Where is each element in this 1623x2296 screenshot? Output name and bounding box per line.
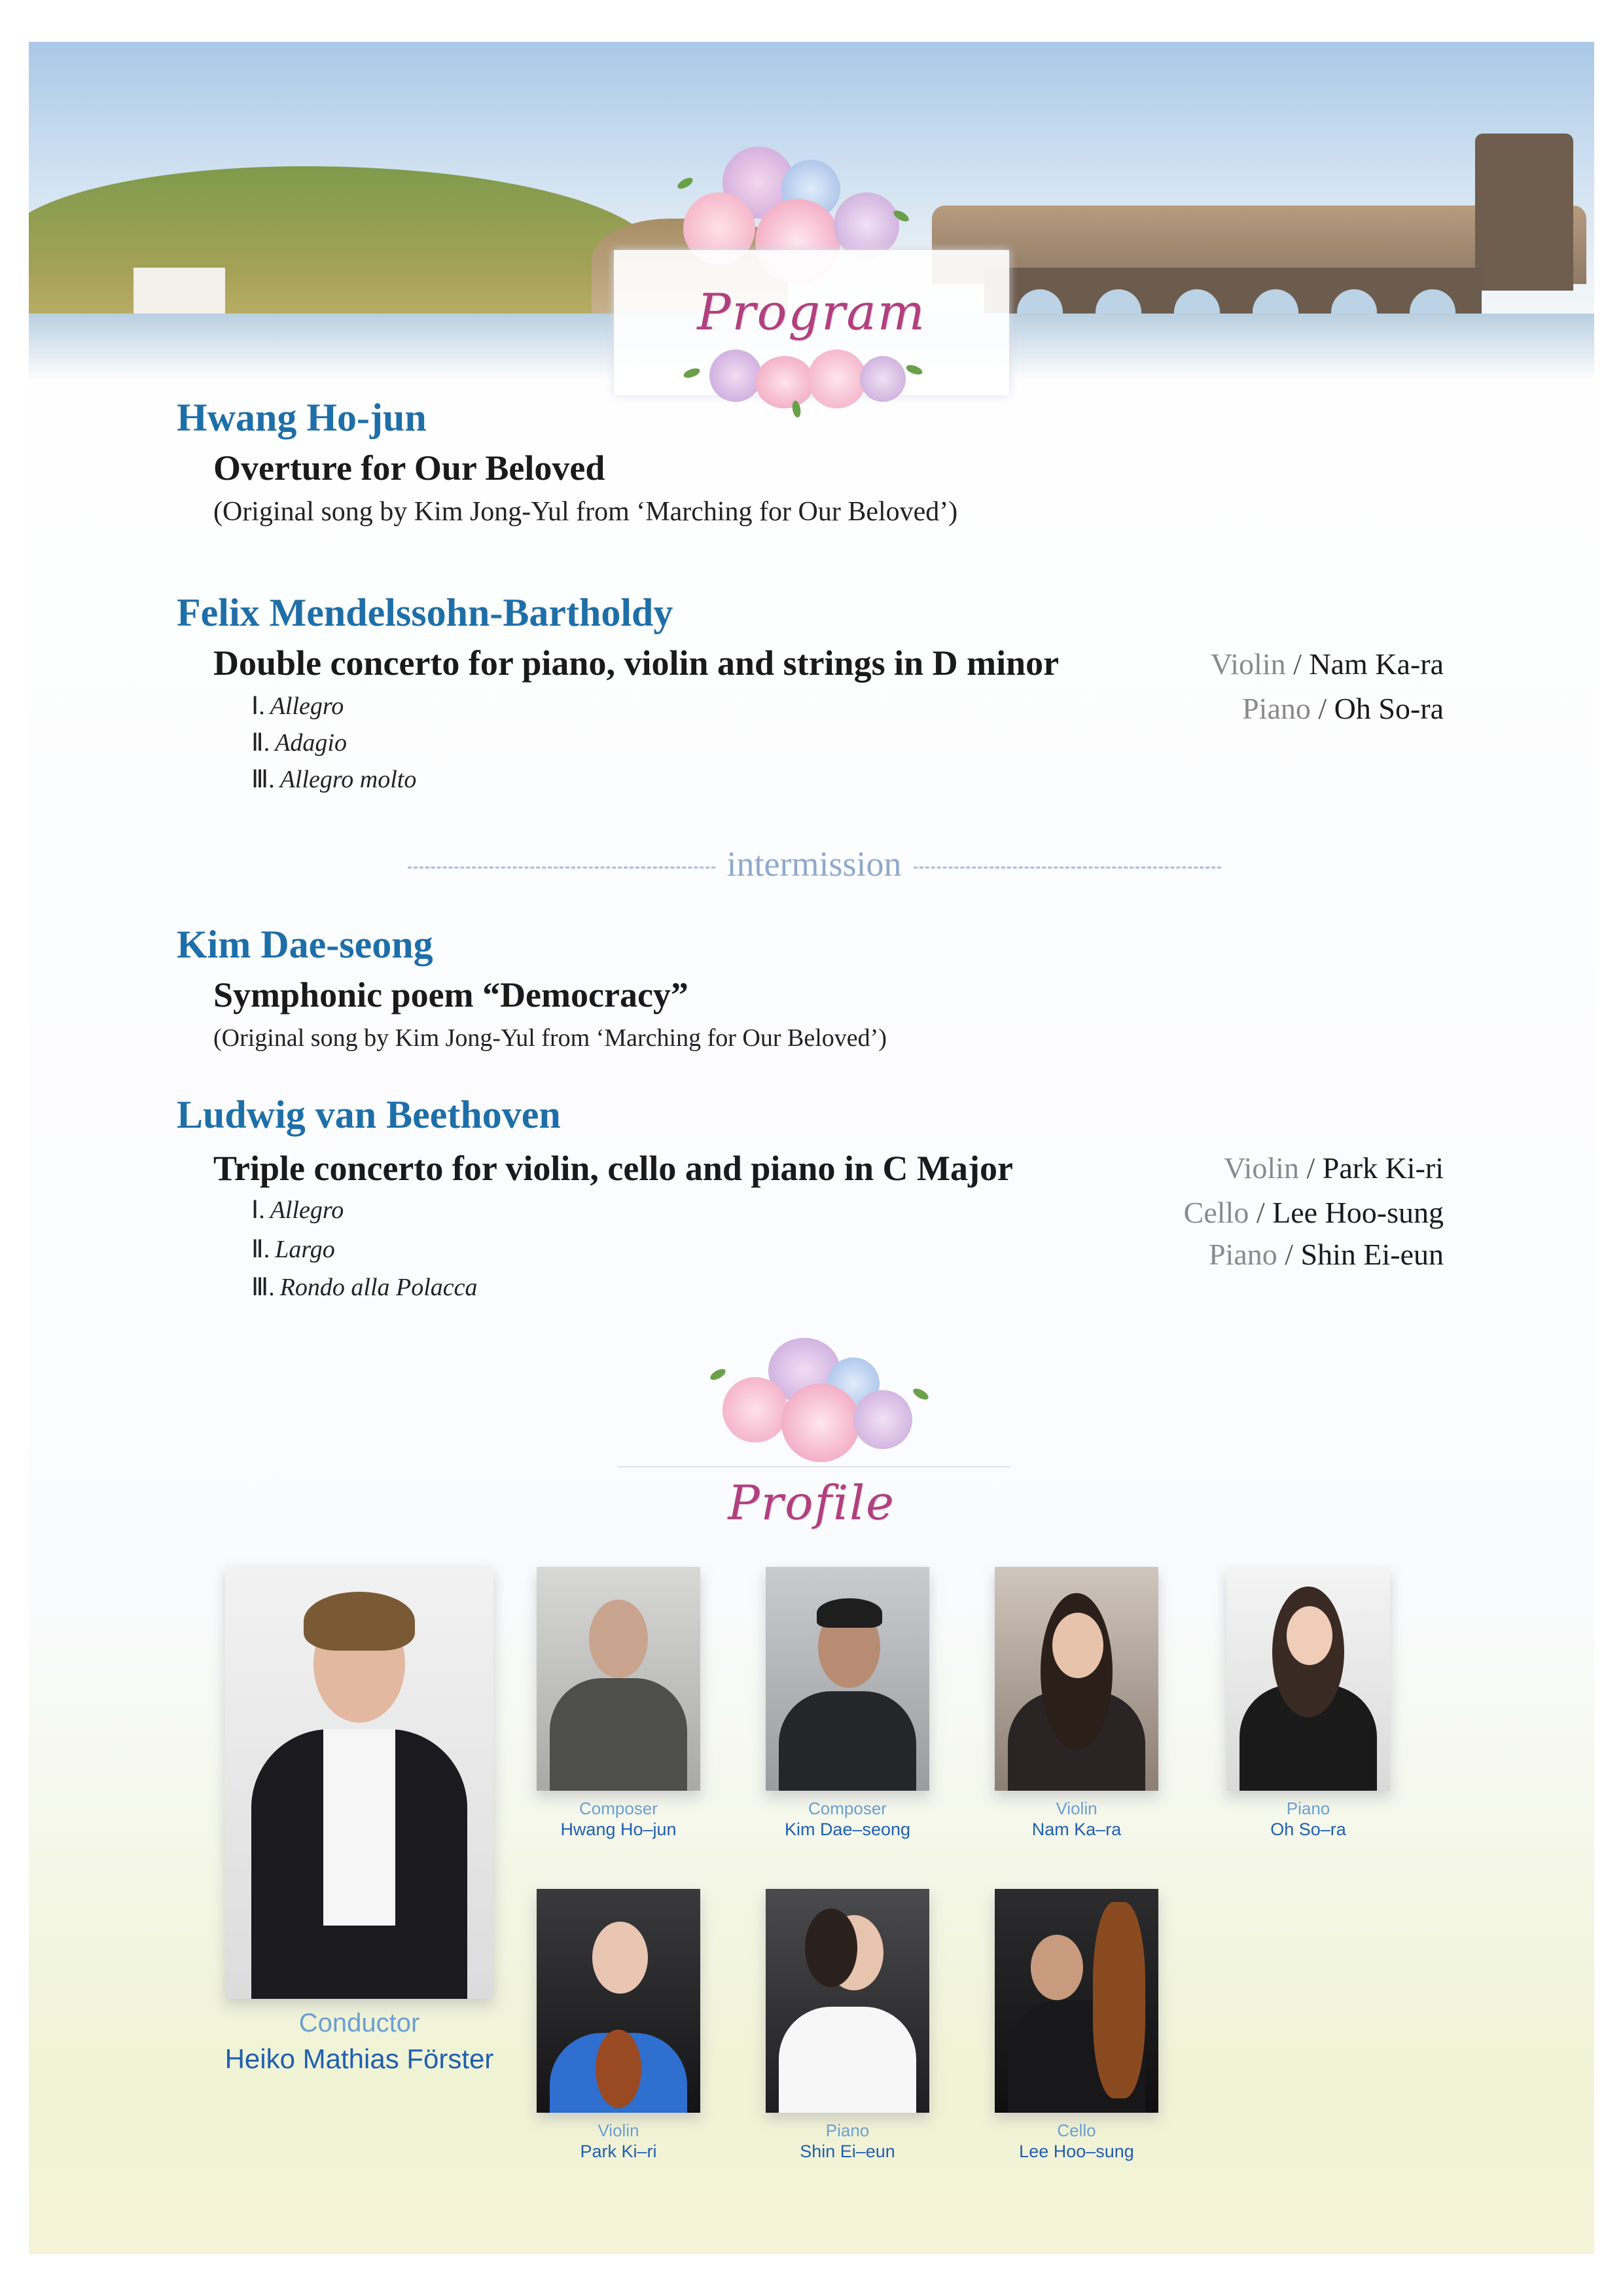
work-title: Triple concerto for violin, cello and piano in C Major [213, 1149, 1013, 1188]
performer-role: Cello [1183, 1196, 1249, 1229]
bridge-tower-decoration [1475, 134, 1573, 291]
artist-name: Nam Ka–ra [1031, 1820, 1122, 1839]
riverside-building-decoration [134, 268, 225, 314]
artist-role: Violin [597, 2121, 639, 2140]
movement [251, 1234, 335, 1264]
profile-divider [618, 1466, 1010, 1467]
performer-line [1209, 1237, 1444, 1272]
movement-number: Ⅱ. [251, 1236, 270, 1263]
movement-number: Ⅲ. [251, 766, 275, 793]
performer-name: Lee Hoo-sung [1272, 1196, 1444, 1229]
artist-name: Hwang Ho–jun [560, 1820, 677, 1839]
performer-role: Piano [1208, 1238, 1277, 1271]
movement-number: Ⅲ. [251, 1274, 275, 1301]
movement [251, 764, 416, 794]
artist-photo [995, 1889, 1158, 2113]
performer-role: Violin [1224, 1151, 1299, 1185]
performer-line [1184, 1195, 1444, 1230]
dashed-line [914, 867, 1221, 869]
artist-role: Piano [1286, 1799, 1330, 1818]
artist-photo [766, 1889, 929, 2113]
artist-name: Oh So–ra [1270, 1820, 1346, 1839]
performer-line [1211, 647, 1444, 681]
hillside-decoration [29, 166, 657, 336]
artist-photo [537, 1889, 700, 2113]
separator: / [1318, 692, 1327, 725]
performer-name: Shin Ei-eun [1300, 1238, 1444, 1271]
work-note: (Original song by Kim Jong-Yul from ‘Marching for Our Beloved’) [213, 1024, 887, 1052]
intermission-label: intermission [726, 844, 902, 884]
conductor-role: Conductor [298, 2009, 420, 2037]
movement-number: Ⅱ. [251, 729, 270, 757]
separator: / [1293, 647, 1302, 681]
movement [251, 1195, 344, 1225]
artist-role: Cello [1057, 2121, 1096, 2140]
dashed-line [408, 867, 715, 869]
artist-photo [766, 1567, 929, 1791]
profile-heading: Profile [728, 1475, 895, 1530]
movement-title: Allegro [270, 692, 344, 720]
performer-line [1224, 1151, 1444, 1185]
program-page [29, 42, 1594, 2254]
artist-photo [995, 1567, 1158, 1791]
performer-role: Piano [1242, 692, 1311, 725]
artist-photo [1226, 1567, 1390, 1791]
movement-number: Ⅰ. [251, 1196, 265, 1224]
program-heading: Program [697, 283, 926, 341]
work-title: Symphonic poem “Democracy” [213, 975, 688, 1014]
work-title: Double concerto for piano, violin and strings in D minor [213, 643, 1060, 683]
performer-line [1242, 691, 1444, 726]
movement-title: Largo [275, 1236, 335, 1263]
artist-role: Composer [579, 1799, 658, 1818]
artist-photo [537, 1567, 700, 1791]
separator: / [1306, 1151, 1315, 1185]
movement-number: Ⅰ. [251, 692, 265, 720]
composer-name: Hwang Ho-jun [177, 396, 427, 439]
separator: / [1285, 1238, 1294, 1271]
intermission-divider [382, 844, 1246, 884]
composer-name: Kim Dae-seong [177, 923, 433, 966]
artist-name: Park Ki–ri [580, 2142, 657, 2161]
composer-name: Ludwig van Beethoven [177, 1093, 561, 1136]
work-title: Overture for Our Beloved [213, 448, 605, 488]
artist-name: Lee Hoo–sung [1019, 2142, 1134, 2161]
separator: / [1256, 1196, 1265, 1229]
artist-role: Composer [808, 1799, 887, 1818]
movement-title: Allegro molto [279, 766, 417, 793]
movement [251, 1272, 478, 1302]
composer-name: Felix Mendelssohn-Bartholdy [177, 591, 673, 634]
work-note: (Original song by Kim Jong-Yul from ‘Marching for Our Beloved’) [213, 497, 958, 527]
movement-title: Adagio [275, 729, 347, 757]
movement [251, 691, 344, 721]
artist-name: Shin Ei–eun [800, 2142, 895, 2161]
conductor-name: Heiko Mathias Förster [224, 2043, 494, 2074]
performer-name: Park Ki-ri [1322, 1151, 1444, 1185]
artist-role: Piano [825, 2121, 870, 2140]
performer-name: Oh So-ra [1334, 692, 1444, 725]
performer-role: Violin [1210, 647, 1286, 681]
movement-title: Rondo alla Polacca [279, 1274, 478, 1301]
conductor-photo [225, 1566, 493, 1999]
performer-name: Nam Ka-ra [1309, 647, 1444, 681]
artist-role: Violin [1056, 1799, 1097, 1818]
artist-name: Kim Dae–seong [784, 1820, 911, 1839]
movement-title: Allegro [270, 1196, 344, 1224]
movement [251, 728, 347, 757]
